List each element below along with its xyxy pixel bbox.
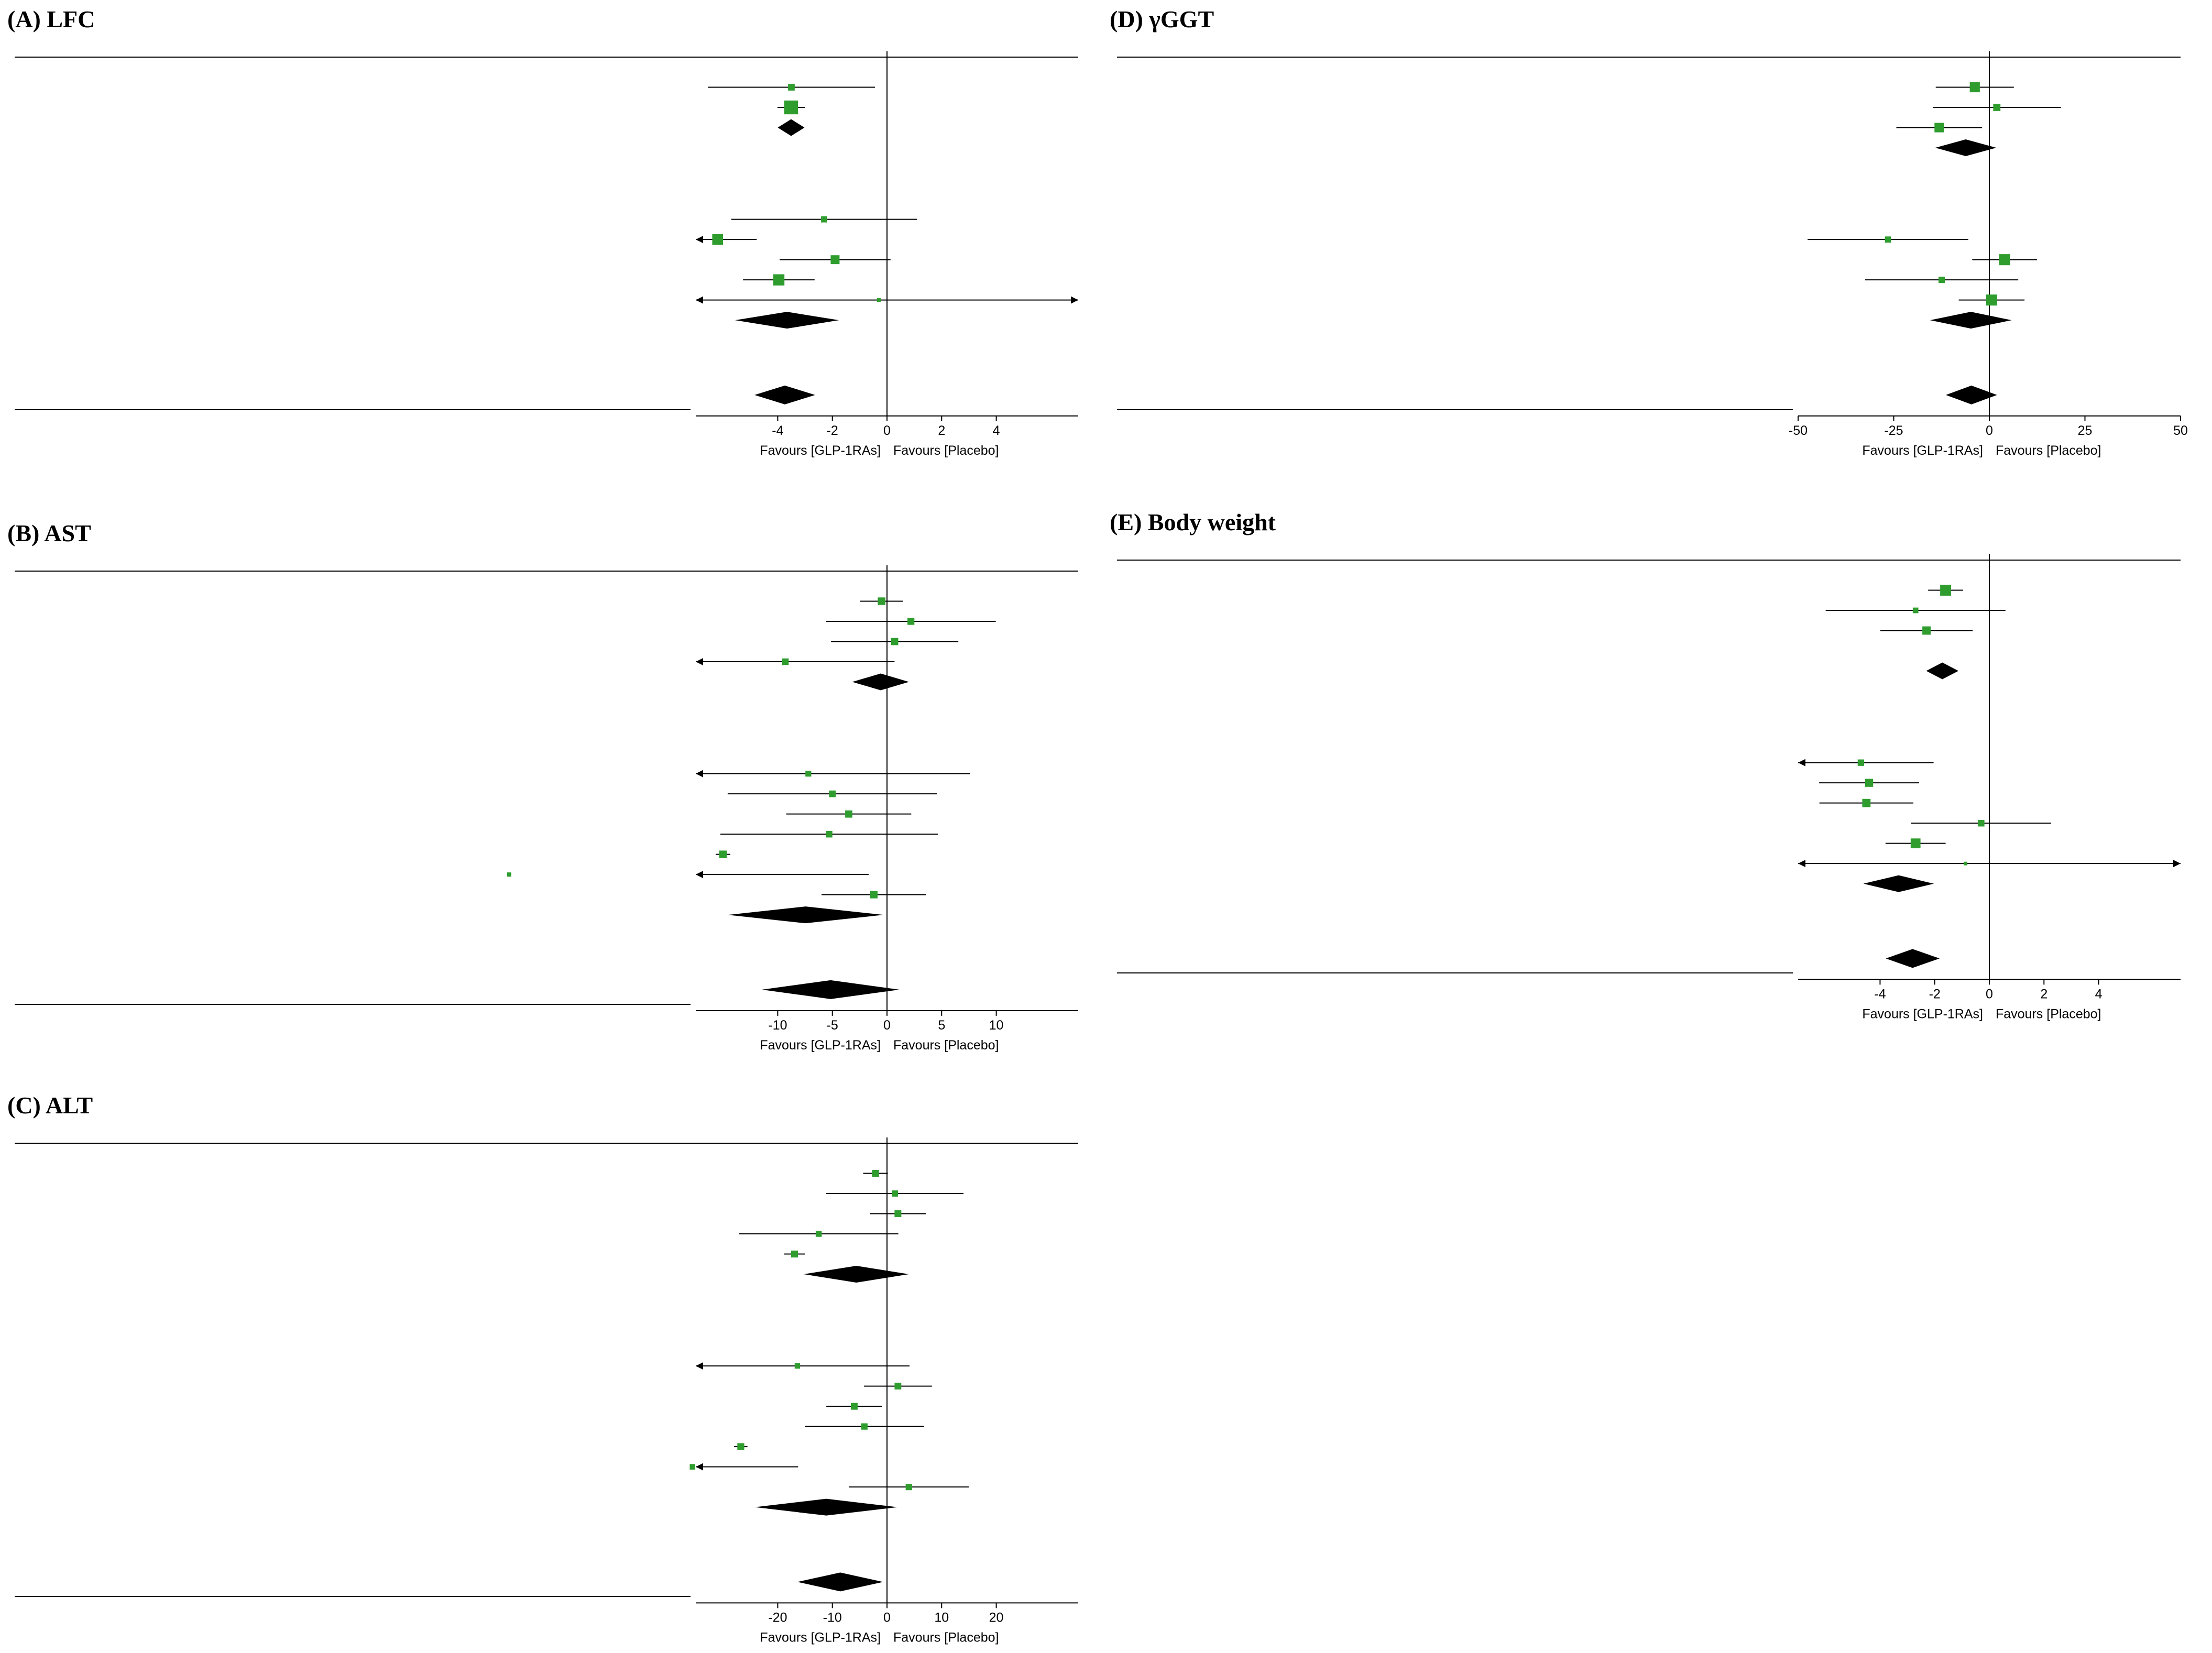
forest-plot [15, 32, 1099, 479]
x-tick-label: 10 [934, 1610, 949, 1625]
pooled-diamond [754, 386, 815, 404]
forest-plot [1117, 535, 2202, 1042]
favours-right-label: Favours [Placebo] [1996, 1006, 2101, 1022]
study-marker [1978, 820, 1985, 827]
study-marker [816, 1231, 822, 1236]
pooled-diamond [728, 906, 883, 923]
study-marker [795, 1363, 800, 1369]
x-tick-label: 2 [2040, 987, 2048, 1002]
x-tick-label: 5 [938, 1017, 946, 1033]
x-tick-label: 4 [992, 423, 1000, 438]
favours-left-label: Favours [GLP-1RAs] [1862, 443, 1983, 458]
study-marker [894, 1210, 901, 1217]
x-tick-label: 0 [883, 423, 891, 438]
x-tick-label: -10 [823, 1610, 842, 1625]
study-marker [737, 1443, 744, 1450]
study-marker [805, 771, 811, 776]
pooled-diamond [762, 980, 899, 999]
favours-left-label: Favours [GLP-1RAs] [1862, 1006, 1983, 1022]
forest-plot [15, 546, 1099, 1074]
pooled-diamond [1926, 663, 1959, 680]
x-tick-label: -20 [768, 1610, 787, 1625]
x-tick-label: 2 [938, 423, 946, 438]
study-marker [861, 1424, 868, 1430]
study-marker [829, 791, 836, 797]
study-marker [719, 850, 727, 858]
favours-left-label: Favours [GLP-1RAs] [760, 1630, 881, 1645]
ci-arrow-left [1798, 759, 1805, 767]
study-marker [907, 618, 914, 625]
pooled-diamond [778, 119, 804, 136]
x-tick-label: -50 [1788, 423, 1808, 438]
panel-title: (B) AST [7, 520, 91, 546]
x-tick-label: 20 [989, 1610, 1004, 1625]
study-marker [826, 831, 833, 838]
x-tick-label: 4 [2095, 987, 2103, 1002]
favours-right-label: Favours [Placebo] [893, 1037, 999, 1053]
x-tick-label: 0 [883, 1610, 891, 1625]
forest-plot [1117, 32, 2202, 479]
panel-title: (A) LFC [7, 6, 95, 32]
x-tick-label: 0 [883, 1017, 891, 1033]
study-marker [1922, 627, 1931, 635]
ci-arrow-left [696, 1362, 703, 1370]
study-marker [906, 1484, 912, 1490]
favours-left-label: Favours [GLP-1RAs] [760, 443, 881, 458]
favours-right-label: Favours [Placebo] [893, 1630, 999, 1645]
x-tick-label: -4 [772, 423, 784, 438]
study-marker [1934, 123, 1944, 132]
ci-arrow-left [696, 871, 703, 878]
favours-right-label: Favours [Placebo] [1996, 443, 2101, 458]
ci-arrow-left [696, 236, 703, 243]
study-marker [1964, 862, 1967, 866]
pooled-diamond [755, 1499, 897, 1516]
study-marker [1865, 779, 1873, 787]
pooled-diamond [1935, 139, 1996, 156]
study-marker [851, 1403, 858, 1410]
ci-arrow-left [696, 770, 703, 778]
study-marker [892, 1190, 898, 1197]
ci-arrow-left [696, 297, 703, 304]
study-marker [1913, 608, 1919, 614]
study-marker [877, 298, 881, 302]
favours-left-label: Favours [GLP-1RAs] [760, 1037, 881, 1053]
study-marker [870, 891, 878, 899]
panel-title: (D) γGGT [1110, 6, 1214, 32]
study-marker [782, 659, 789, 665]
study-marker [1970, 82, 1980, 92]
x-tick-label: 25 [2077, 423, 2093, 438]
x-tick-label: -2 [1929, 987, 1941, 1002]
x-tick-label: -2 [826, 423, 838, 438]
pooled-diamond [852, 674, 909, 691]
x-tick-label: 0 [1986, 987, 1993, 1002]
panel-title: (E) Body weight [1110, 509, 1276, 535]
study-marker [821, 216, 827, 223]
x-tick-label: -4 [1874, 987, 1886, 1002]
x-tick-label: -5 [826, 1017, 838, 1033]
study-marker [872, 1170, 879, 1177]
pooled-diamond [1886, 949, 1940, 968]
study-marker [791, 1251, 798, 1257]
study-marker [1885, 236, 1891, 243]
study-marker [788, 84, 795, 91]
study-marker [773, 274, 784, 285]
pooled-diamond [1864, 875, 1934, 892]
study-marker [1993, 104, 2000, 111]
study-marker [1999, 254, 2010, 265]
study-marker [1940, 585, 1951, 596]
study-marker [894, 1383, 901, 1389]
ci-arrow-right [1071, 297, 1078, 304]
pooled-diamond [735, 312, 839, 329]
study-marker [891, 638, 899, 645]
favours-right-label: Favours [Placebo] [893, 443, 999, 458]
study-marker [784, 101, 798, 114]
study-marker [1939, 277, 1945, 283]
study-marker [1862, 799, 1870, 807]
pooled-diamond [1930, 312, 2012, 329]
ci-arrow-right [2173, 860, 2181, 867]
pooled-diamond [797, 1572, 883, 1591]
x-tick-label: 0 [1986, 423, 1993, 438]
study-marker [1986, 294, 1997, 305]
x-tick-label: 50 [2173, 423, 2188, 438]
study-marker [1858, 760, 1864, 766]
x-tick-label: -25 [1884, 423, 1903, 438]
study-marker [830, 255, 839, 264]
study-marker [878, 597, 885, 605]
pooled-diamond [804, 1266, 909, 1283]
study-marker [712, 234, 723, 245]
study-marker [1911, 838, 1921, 848]
x-tick-label: 10 [989, 1017, 1004, 1033]
study-marker [845, 811, 852, 818]
ci-arrow-left [1798, 860, 1805, 867]
forest-plot [15, 1119, 1099, 1653]
study-marker [507, 872, 511, 877]
panel-title: (C) ALT [7, 1092, 93, 1119]
ci-arrow-left [696, 658, 703, 665]
x-tick-label: -10 [768, 1017, 787, 1033]
ci-arrow-left [696, 1463, 703, 1471]
study-marker [689, 1464, 695, 1470]
